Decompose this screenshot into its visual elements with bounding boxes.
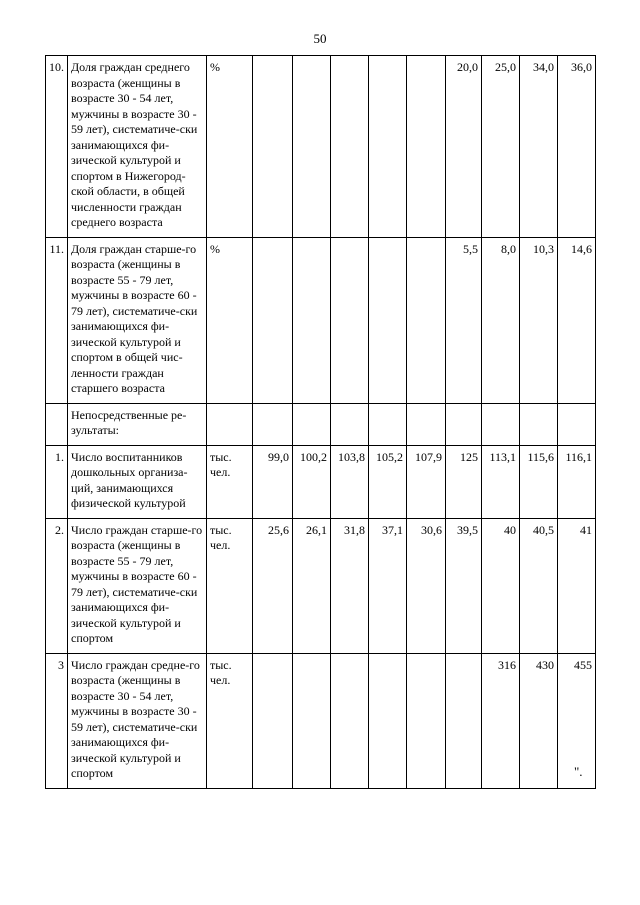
row-number-cell: 1.: [46, 445, 68, 518]
indicator-name-cell: Непосредственные ре-зультаты:: [68, 403, 207, 445]
value-cell: [369, 403, 407, 445]
table-row: [46, 56, 596, 238]
value-cell: [253, 403, 293, 445]
value-cell: 30,6: [407, 518, 446, 653]
value-cell: 430: [520, 653, 558, 788]
value-cell: 37,1: [369, 518, 407, 653]
value-cell: 40,5: [520, 518, 558, 653]
table-row: [46, 445, 596, 518]
row-number-cell: 2.: [46, 518, 68, 653]
value-cell: [407, 56, 446, 238]
value-cell: 31,8: [331, 518, 369, 653]
unit-cell: тыс. чел.: [207, 518, 253, 653]
value-cell: [331, 653, 369, 788]
value-cell: [253, 237, 293, 403]
value-cell: 125: [446, 445, 482, 518]
value-cell: 36,0: [558, 56, 596, 238]
indicators-table: [45, 55, 596, 789]
table-row: [46, 237, 596, 403]
table-row: [46, 518, 596, 653]
page-number: 50: [313, 31, 327, 46]
value-cell: 25,0: [482, 56, 520, 238]
indicator-name-cell: Число воспитанников дошкольных организа-ций, занимающихся физической культурой: [68, 445, 207, 518]
value-cell: [293, 56, 331, 238]
value-cell: [482, 403, 520, 445]
value-cell: [331, 403, 369, 445]
value-cell: 5,5: [446, 237, 482, 403]
value-cell: [369, 653, 407, 788]
indicator-name-cell: Доля граждан старше-го возраста (женщины в возрасте 55 - 79 лет, мужчины в возрасте 60 - 79 лет), систематиче-ски занимающихся фи-зической культурой и спортом в общей чис-ленности граждан старшего возраста: [68, 237, 207, 403]
value-cell: 26,1: [293, 518, 331, 653]
value-cell: 113,1: [482, 445, 520, 518]
indicator-name-cell: Доля граждан среднего возраста (женщины в возрасте 30 - 54 лет, мужчины в возрасте 30 - 59 лет), систематиче-ски занимающихся фи-зической культурой и спортом в Нижегород-ской области, в общей численности граждан среднего возраста: [68, 56, 207, 238]
row-number-cell: 10.: [46, 56, 68, 238]
value-cell: 100,2: [293, 445, 331, 518]
value-cell: [446, 653, 482, 788]
value-cell: 105,2: [369, 445, 407, 518]
row-number-cell: 11.: [46, 237, 68, 403]
value-cell: 20,0: [446, 56, 482, 238]
value-cell: [369, 56, 407, 238]
value-cell: [293, 237, 331, 403]
value-cell: 25,6: [253, 518, 293, 653]
row-number-cell: 3: [46, 653, 68, 788]
value-cell: 40: [482, 518, 520, 653]
table-row: [46, 653, 596, 788]
value-cell: 316: [482, 653, 520, 788]
indicator-name-cell: Число граждан средне-го возраста (женщины в возрасте 30 - 54 лет, мужчины в возрасте 30 - 59 лет), систематиче-ски занимающихся фи-зической культурой и спортом: [68, 653, 207, 788]
closing-quote-mark: ".: [574, 764, 583, 779]
table-body: [46, 56, 596, 789]
value-cell: [331, 56, 369, 238]
value-cell: [369, 237, 407, 403]
unit-cell: тыс. чел.: [207, 445, 253, 518]
value-cell: [293, 653, 331, 788]
value-cell: 115,6: [520, 445, 558, 518]
row-number-cell: [46, 403, 68, 445]
value-cell: 34,0: [520, 56, 558, 238]
value-cell: 41: [558, 518, 596, 653]
indicator-name-cell: Число граждан старше-го возраста (женщины в возрасте 55 - 79 лет, мужчины в возрасте 60 - 79 лет), систематиче-ски занимающихся фи-зической культурой и спортом: [68, 518, 207, 653]
unit-cell: %: [207, 237, 253, 403]
value-cell: [520, 403, 558, 445]
table-row: [46, 403, 596, 445]
value-cell: [293, 403, 331, 445]
unit-cell: [207, 403, 253, 445]
value-cell: 103,8: [331, 445, 369, 518]
value-cell: 14,6: [558, 237, 596, 403]
value-cell: [407, 653, 446, 788]
value-cell: [558, 403, 596, 445]
value-cell: 8,0: [482, 237, 520, 403]
value-cell: [253, 56, 293, 238]
value-cell: 116,1: [558, 445, 596, 518]
value-cell: 10,3: [520, 237, 558, 403]
value-cell: 39,5: [446, 518, 482, 653]
value-cell: [407, 403, 446, 445]
value-cell: 107,9: [407, 445, 446, 518]
value-cell: 99,0: [253, 445, 293, 518]
value-cell: [253, 653, 293, 788]
value-cell: [446, 403, 482, 445]
unit-cell: тыс. чел.: [207, 653, 253, 788]
value-cell: 455: [558, 653, 596, 788]
value-cell: [407, 237, 446, 403]
unit-cell: %: [207, 56, 253, 238]
value-cell: [331, 237, 369, 403]
